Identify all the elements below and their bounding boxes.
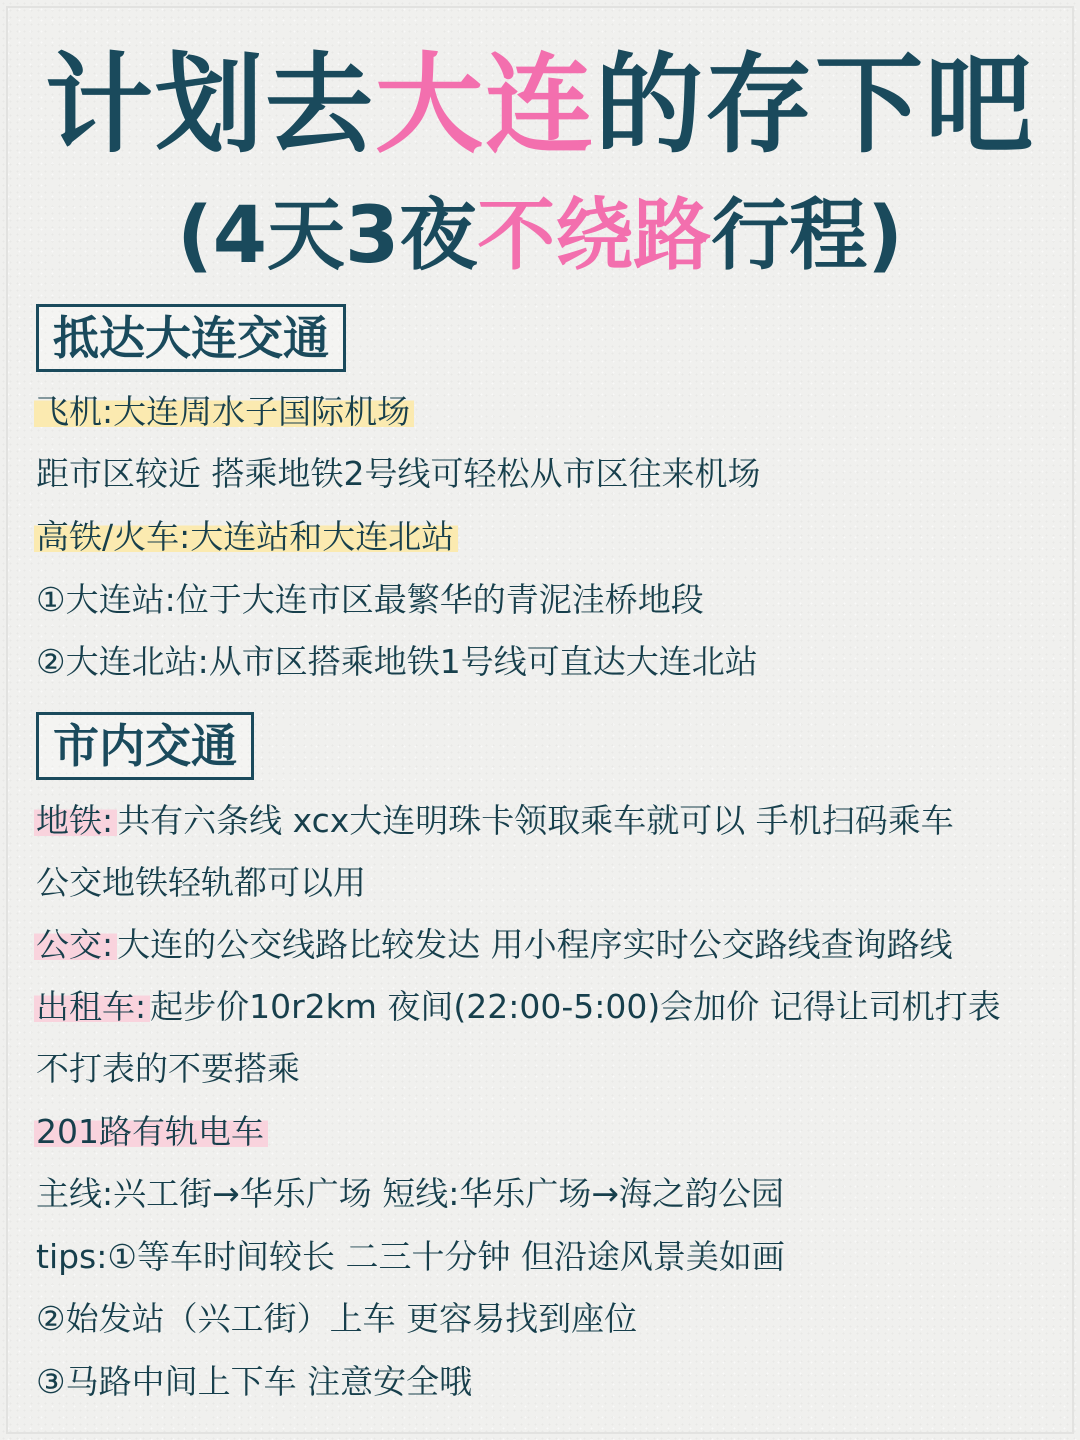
airport-desc: 距市区较近 搭乘地铁2号线可轻松从市区往来机场 [36, 454, 761, 493]
train-station-1: ①大连站:位于大连市区最繁华的青泥洼桥地段 [36, 580, 704, 619]
subtitle-part-1: (4天3夜 [177, 191, 478, 281]
tips-2: ②始发站（兴工街）上车 更容易找到座位 [36, 1299, 638, 1338]
tram-highlight: 201路有轨电车 [34, 1112, 268, 1151]
metro-line [36, 799, 954, 843]
taxi-text: 起步价10r2km 夜间(22:00-5:00)会加价 记得让司机打表 [150, 987, 1001, 1026]
subtitle-part-2: 行程) [711, 191, 903, 281]
section-heading-city: 市内交通 [36, 712, 254, 780]
tips-3: ③马路中间上下车 注意安全哦 [36, 1362, 473, 1401]
metro-highlight: 地铁: [34, 801, 117, 840]
metro-text: 共有六条线 xcx大连明珠卡领取乘车就可以 手机扫码乘车 [117, 801, 954, 840]
title-highlight-dalian: 大连 [374, 43, 595, 168]
bus-text: 大连的公交线路比较发达 用小程序实时公交路线查询路线 [117, 925, 953, 964]
train-station-2: ②大连北站:从市区搭乘地铁1号线可直达大连北站 [36, 642, 758, 681]
main-title [0, 42, 1080, 170]
taxi-line [36, 985, 1001, 1029]
section-heading-arrival: 抵达大连交通 [36, 304, 346, 372]
metro-text-2: 公交地铁轻轨都可以用 [36, 863, 366, 902]
bus-highlight: 公交: [34, 925, 117, 964]
subtitle [0, 186, 1080, 286]
taxi-highlight: 出租车: [34, 987, 150, 1026]
airport-highlight: 飞机:大连周水子国际机场 [34, 392, 414, 431]
title-part-2: 的存下吧 [595, 43, 1036, 168]
bus-line [36, 923, 953, 967]
airport-line [36, 390, 414, 434]
title-part-1: 计划去 [44, 43, 375, 168]
tram-routes: 主线:兴工街→华乐广场 短线:华乐广场→海之韵公园 [36, 1174, 785, 1213]
tram-line [36, 1110, 268, 1154]
train-highlight: 高铁/火车:大连站和大连北站 [34, 517, 458, 556]
tips-1: tips:①等车时间较长 二三十分钟 但沿途风景美如画 [36, 1237, 785, 1276]
taxi-text-2: 不打表的不要搭乘 [36, 1049, 300, 1088]
train-line [36, 515, 458, 559]
subtitle-highlight: 不绕路 [477, 191, 712, 281]
